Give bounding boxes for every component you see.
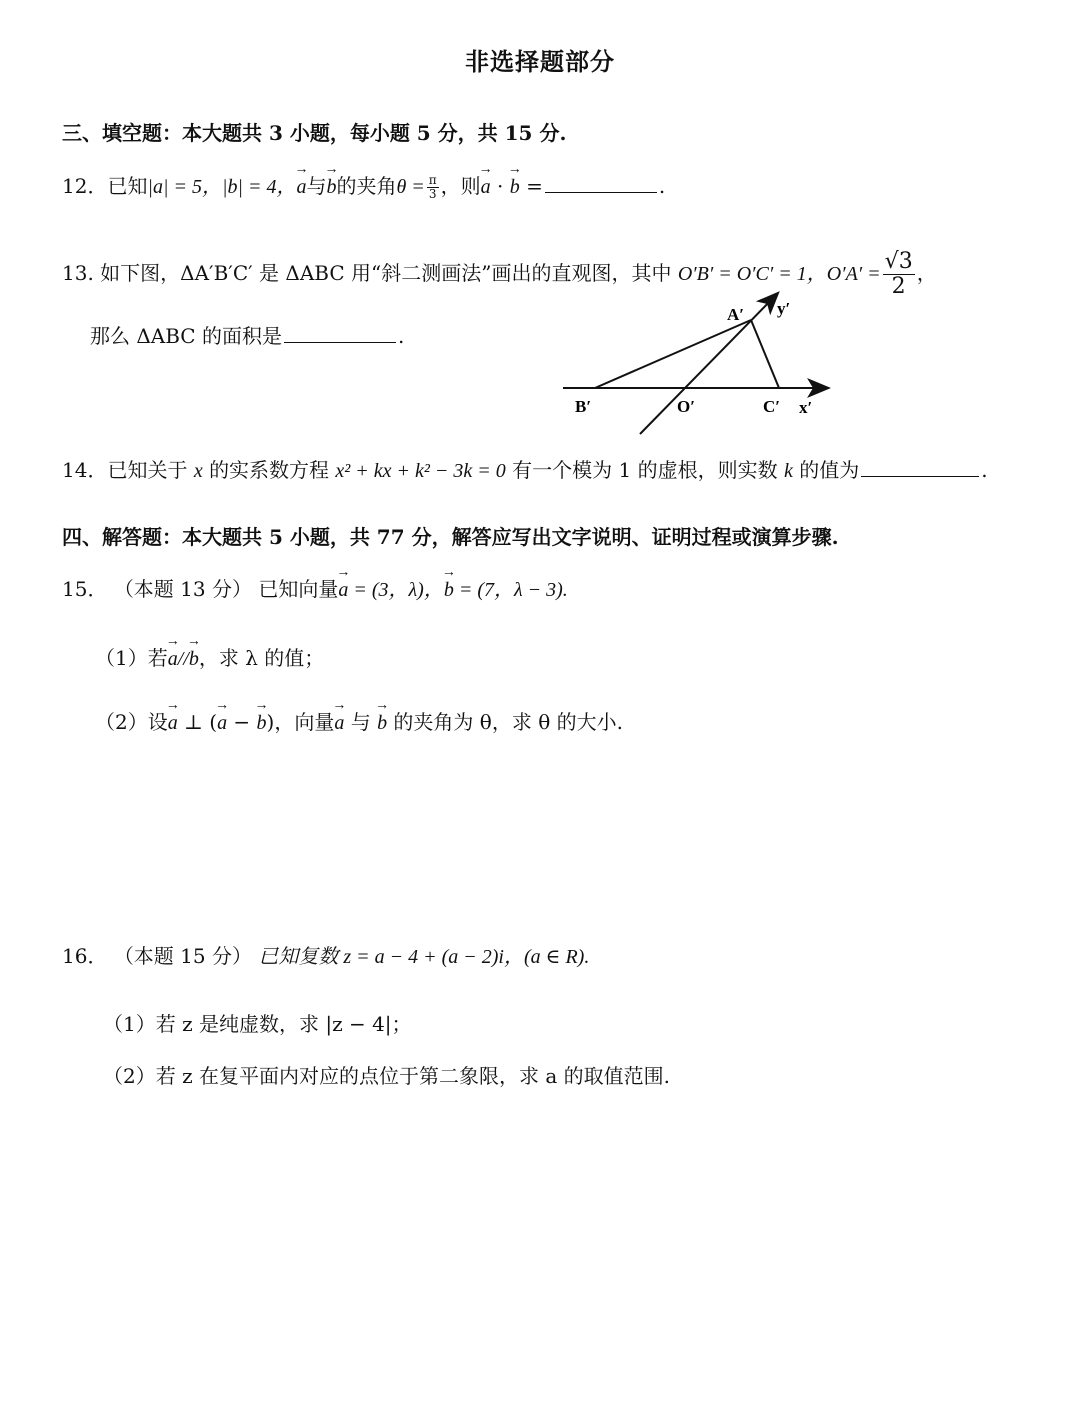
vector-b: → b [189,648,199,671]
equals-sign: = [519,174,543,198]
perpendicular-symbol: ⊥ ( [177,710,218,734]
section-4-heading: 四、解答题：本大题共 5 小题，共 77 分，解答应写出文字说明、证明过程或演算步骤. [62,525,839,549]
part-text: 若 [147,646,168,670]
segment-b-a [595,320,751,388]
vector-b: → b [377,712,387,735]
q12-theta: θ = [396,176,425,198]
period: . [658,174,666,198]
page-title: 非选择题部分 [465,47,615,76]
question-number: 13. [62,261,94,286]
vector-b: → b [257,712,267,735]
comma: ， [916,261,937,286]
vector-a: → a [296,176,306,199]
label-c: C′ [763,397,781,416]
vector-a: → a [168,648,178,671]
part-text: )，向量 [266,710,335,734]
question-14 [62,454,988,483]
q12-then: ，则 [440,174,481,198]
question-12 [62,170,665,201]
question-15-part-2 [95,706,623,735]
vector-b: → b [510,176,520,199]
question-16-part-1: （1）若 z 是纯虚数，求 |z − 4|； [103,1012,412,1036]
answer-blank[interactable] [284,324,396,343]
question-15 [62,573,568,602]
part-text: 设 [147,710,168,734]
q16-stem: 已知复数 z = a − 4 + (a − 2)i，(a ∈ R). [258,946,590,968]
vector-b: → b [326,176,336,199]
label-o: O′ [677,397,696,416]
oblique-projection-figure [555,282,845,440]
label-a: A′ [727,305,745,324]
q12-abs-a: |a| = 5， [147,176,222,198]
q13-text-2: 那么 ΔABC 的面积是 [90,324,282,348]
label-y: y′ [777,299,791,318]
q13-lengths: O′B′ = O′C′ = 1，O′A′ = [677,263,881,286]
question-number: 12． [62,174,108,198]
part-number: （2） [95,710,148,734]
variable-k: k [783,460,793,482]
answer-blank[interactable] [861,458,979,477]
score: （本题 13 分） [113,577,252,601]
y-axis [640,294,777,434]
period: . [981,458,988,482]
score: （本题 15 分） [113,944,252,968]
vector-a: → a [334,712,344,735]
dot-operator: · [490,174,510,198]
vector-b: → b [444,579,454,602]
question-15-part-1 [95,642,324,671]
pi-over-3-fraction: $\frac{\pi}{3}$ [428,172,437,201]
question-number: 16． [62,944,108,968]
part-text: 的夹角为 θ，求 θ 的大小. [387,710,623,734]
question-13-line2 [90,320,404,349]
answer-blank[interactable] [545,174,657,193]
sqrt3-over-2-fraction: $\frac{√3}{2}$ [884,249,913,300]
q14-text: 的实系数方程 [209,458,330,482]
vector-b-value: = (7，λ − 3). [453,579,568,601]
question-16 [62,940,589,969]
vector-a-value: = (3，λ)， [348,579,444,601]
q14-text: 已知关于 [107,458,188,482]
q14-text: 的值为 [799,458,860,482]
q12-abs-b: |b| = 4， [221,176,297,198]
segment-a-c [751,320,779,388]
q14-equation: x² + kx + k² − 3k = 0 [335,460,506,482]
label-x: x′ [799,398,813,417]
vector-a: → a [168,712,178,735]
q14-text: 有一个模为 1 的虚根，则实数 [512,458,778,482]
label-b: B′ [575,397,592,416]
q12-text: 已知 [107,174,148,198]
vector-a: → a [338,579,348,602]
question-number: 14． [62,458,108,482]
variable-x: x [193,460,203,482]
vector-a: → a [217,712,227,735]
part-number: （1） [95,646,148,670]
part-text: 与 [344,710,378,734]
q15-text: 已知向量 [258,577,339,601]
q12-angle: 的夹角 [336,174,397,198]
period: . [397,324,405,348]
question-number: 15． [62,577,108,601]
section-3-heading: 三、填空题：本大题共 3 小题，每小题 5 分，共 15 分. [62,121,567,145]
vector-a: → a [481,176,491,199]
parallel-symbol: // [177,648,189,670]
part-text: ，求 λ 的值； [198,646,325,670]
q12-with: 与 [306,174,327,198]
minus-sign: − [227,710,257,734]
question-16-part-2: （2）若 z 在复平面内对应的点位于第二象限，求 a 的取值范围. [103,1064,670,1088]
q13-text: 如下图，ΔA′B′C′ 是 ΔABC 用“斜二测画法”画出的直观图，其中 [100,261,672,286]
